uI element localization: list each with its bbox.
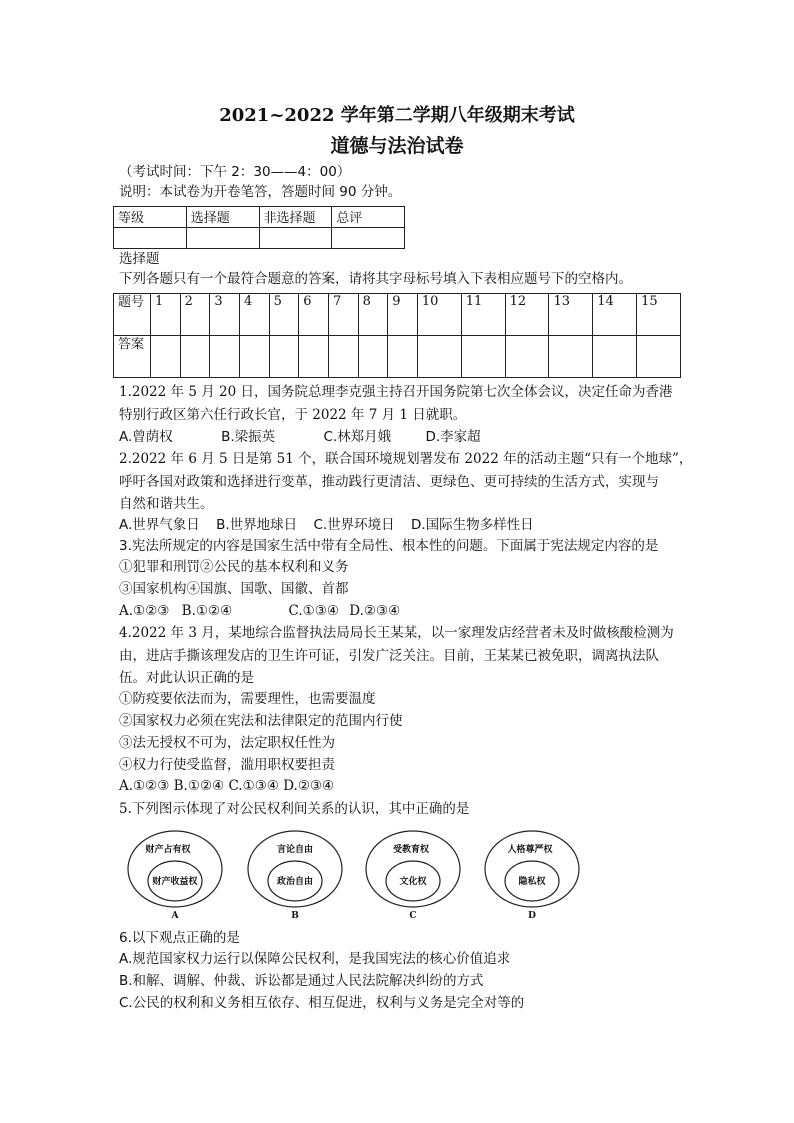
- answer-cell[interactable]: [593, 336, 637, 378]
- outer-right-label: 人格尊严权: [507, 845, 553, 855]
- option: D.②③④: [349, 603, 401, 619]
- question-3-text: 3.宪法所规定的内容是国家生活中带有全局性、根本性的问题。下面属于宪法规定内容的是: [119, 538, 659, 554]
- diagram-c: [366, 831, 460, 921]
- question-2-text: 呼吁各国对政策和选择进行变革，推动践行更清洁、更绿色、更可持续的生活方式，实现与: [119, 474, 659, 490]
- question-number: 4: [239, 294, 269, 336]
- question-number: 13: [549, 294, 593, 336]
- answer-cell[interactable]: [328, 336, 358, 378]
- answer-cell[interactable]: [299, 336, 329, 378]
- question-1-text: 特别行政区第六任行政长官，于 2022 年 7 月 1 日就职。: [119, 407, 467, 423]
- exam-time: （考试时间：下午 2：30——4：00）: [119, 164, 351, 180]
- inner-right-label: 政治自由: [276, 877, 314, 887]
- question-number: 5: [269, 294, 299, 336]
- grade-table: [113, 206, 405, 249]
- grade-header: 总评: [332, 207, 405, 228]
- option: C.林郑月娥: [323, 429, 392, 445]
- answer-cell[interactable]: [239, 336, 269, 378]
- answer-cell[interactable]: [388, 336, 418, 378]
- grade-cell: [259, 228, 332, 249]
- question-2-text: 2.2022 年 6 月 5 日是第 51 个，联合国环境规划署发布 2022 年的活动主题“只有一个地球”，: [119, 451, 693, 467]
- option: A.世界气象日: [119, 517, 200, 533]
- question-4-text: 由，进店手撕该理发店的卫生许可证，引发广泛关注。目前，王某某已被免职，调离执法队: [119, 648, 659, 664]
- outer-right-label: 财产占有权: [145, 845, 191, 855]
- answer-row-label: 答案: [114, 336, 151, 378]
- question-number: 2: [180, 294, 210, 336]
- rights-diagrams: [120, 826, 590, 926]
- inner-right-label: 文化权: [399, 877, 427, 887]
- diagram-label: B: [291, 911, 299, 921]
- question-6-option: B.和解、调解、仲裁、诉讼都是通过人民法院解决纠纷的方式: [119, 973, 484, 989]
- outer-circle: [248, 831, 342, 907]
- question-number: 10: [417, 294, 461, 336]
- option: A.①②③: [119, 603, 170, 619]
- inner-right-label: 隐私权: [518, 877, 546, 887]
- answer-cell[interactable]: [210, 336, 240, 378]
- option: B.①②④: [181, 603, 233, 619]
- diagram-label: A: [171, 911, 179, 921]
- diagram-label: D: [528, 911, 536, 921]
- answer-cell[interactable]: [637, 336, 681, 378]
- question-number: 11: [461, 294, 505, 336]
- question-3-options: [119, 602, 400, 620]
- answer-cell[interactable]: [505, 336, 549, 378]
- outer-right-label: 言论自由: [276, 845, 314, 855]
- answer-cell[interactable]: [461, 336, 505, 378]
- answer-cell[interactable]: [180, 336, 210, 378]
- question-4-text: 4.2022 年 3 月，某地综合监督执法局局长王某某，以一家理发店经营者未及时做核酸检测为: [119, 625, 674, 641]
- question-4-options: A.①②③ B.①②④ C.①③④ D.②③④: [119, 778, 335, 794]
- question-4-text: 伍。对此认识正确的是: [119, 670, 254, 686]
- option: A.曾荫权: [119, 429, 173, 445]
- outer-circle: [485, 831, 579, 907]
- question-number: 7: [328, 294, 358, 336]
- grade-header: 非选择题: [259, 207, 332, 228]
- diagram-b: [248, 831, 342, 921]
- question-2-text: 自然和谐共生。: [119, 496, 214, 512]
- question-number: 12: [505, 294, 549, 336]
- option: C.①③④: [288, 603, 339, 619]
- exam-subtitle: 道德与法治试卷: [330, 135, 464, 157]
- question-1-text: 1.2022 年 5 月 20 日，国务院总理李克强主持召开国务院第七次全体会议，决定任命为香港: [119, 384, 673, 400]
- option: B.梁振英: [221, 429, 276, 445]
- question-number: 9: [388, 294, 418, 336]
- question-number: 3: [210, 294, 240, 336]
- question-number: 15: [637, 294, 681, 336]
- inner-right-label: 财产收益权: [152, 877, 198, 887]
- question-4-statement: ④权力行使受监督，滥用职权要担责: [119, 757, 335, 773]
- answer-cell[interactable]: [269, 336, 299, 378]
- section-title: 选择题: [119, 251, 160, 267]
- grade-cell: [114, 228, 187, 249]
- question-number: 14: [593, 294, 637, 336]
- question-6-text: 6.以下观点正确的是: [119, 930, 240, 946]
- question-number: 8: [358, 294, 388, 336]
- exam-note: 说明：本试卷为开卷笔答，答题时间 90 分钟。: [119, 184, 402, 200]
- grade-header: 等级: [114, 207, 187, 228]
- option: D.李家超: [425, 429, 481, 445]
- question-2-options: [119, 516, 534, 534]
- question-1-options: [119, 428, 481, 446]
- option: B.世界地球日: [216, 517, 298, 533]
- option: C.世界环境日: [313, 517, 395, 533]
- outer-circle: [366, 831, 460, 907]
- question-5-text: 5.下列图示体现了对公民权利间关系的认识，其中正确的是: [119, 801, 470, 817]
- option: D.国际生物多样性日: [410, 517, 534, 533]
- section-instruction: 下列各题只有一个最符合题意的答案，请将其字母标号填入下表相应题号下的空格内。: [119, 271, 632, 287]
- question-4-statement: ①防疫要依法而为，需要理性，也需要温度: [119, 691, 376, 707]
- question-4-statement: ②国家权力必须在宪法和法律限定的范围内行使: [119, 713, 403, 729]
- outer-right-label: 受教育权: [392, 845, 430, 855]
- question-4-statement: ③法无授权不可为，法定职权任性为: [119, 735, 335, 751]
- question-6-option: A.规范国家权力运行以保障公民权利，是我国宪法的核心价值追求: [119, 951, 511, 967]
- answer-cell[interactable]: [151, 336, 181, 378]
- diagram-label: C: [409, 911, 417, 921]
- answer-cell[interactable]: [358, 336, 388, 378]
- diagram-a: [128, 831, 222, 921]
- grade-cell: [332, 228, 405, 249]
- outer-circle: [128, 831, 222, 907]
- grade-header: 选择题: [186, 207, 259, 228]
- exam-title: 2021~2022 学年第二学期八年级期末考试: [219, 105, 575, 126]
- answer-cell[interactable]: [417, 336, 461, 378]
- question-number: 6: [299, 294, 329, 336]
- answer-row-label: 题号: [114, 294, 151, 336]
- question-6-option: C.公民的权利和义务相互依存、相互促进，权利与义务是完全对等的: [119, 995, 525, 1011]
- question-3-text: ①犯罪和刑罚②公民的基本权利和义务: [119, 559, 349, 575]
- grade-cell: [186, 228, 259, 249]
- question-number: 1: [151, 294, 181, 336]
- answer-cell[interactable]: [549, 336, 593, 378]
- diagram-d: [485, 831, 579, 921]
- question-3-text: ③国家机构④国旗、国歌、国徽、首都: [119, 581, 349, 597]
- answer-table: [113, 293, 681, 378]
